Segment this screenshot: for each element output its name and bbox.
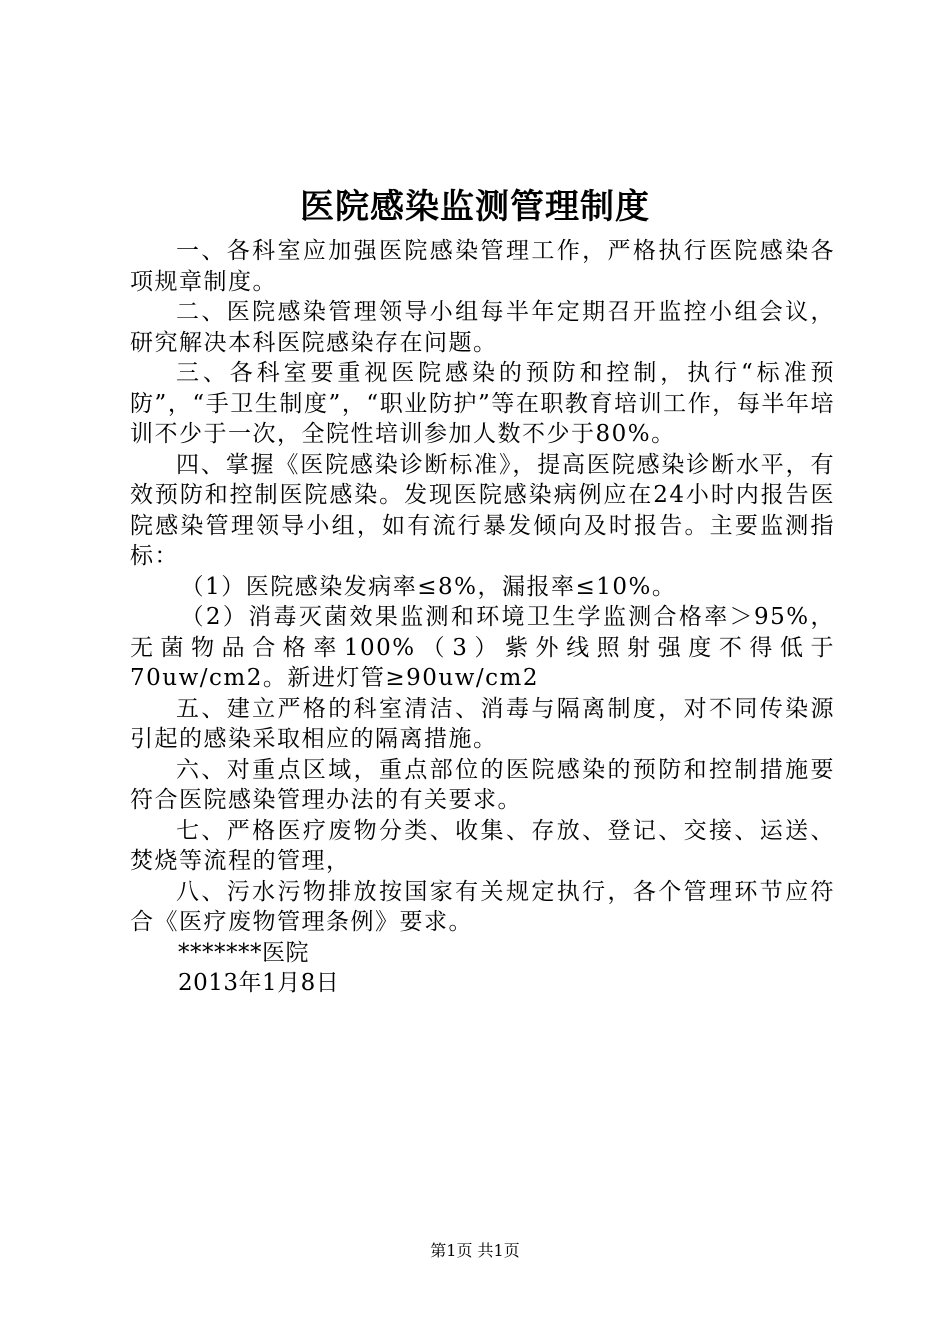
paragraph-1: 一、各科室应加强医院感染管理工作，严格执行医院感染各项规章制度。 [130, 238, 835, 295]
paragraph-2: 二、医院感染管理领导小组每半年定期召开监控小组会议，研究解决本科医院感染存在问题。 [130, 299, 835, 356]
document-body [130, 236, 835, 999]
indicator-1: （1）医院感染发病率≤8%，漏报率≤10%。 [180, 573, 677, 600]
paragraph-4: 四、掌握《医院感染诊断标准》，提高医院感染诊断水平，有效预防和控制医院感染。发现医院感染病例应在24小时内报告医院感染管理领导小组，如有流行暴发倾向及时报告。主要监测指标： [130, 451, 835, 569]
paragraph-5: 五、建立严格的科室清洁、消毒与隔离制度，对不同传染源引起的感染采取相应的隔离措施。 [130, 695, 835, 752]
indicator-2: （2）消毒灭菌效果监测和环境卫生学监测合格率＞95%，无菌物品合格率100%（3）紫外线照射强度不得低于70uw/cm2。新进灯管≥90uw/cm2 [130, 604, 835, 691]
document-title: 医院感染监测管理制度 [300, 187, 650, 227]
paragraph-3: 三、各科室要重视医院感染的预防和控制，执行“标准预防”，“手卫生制度”，“职业防护”等在职教育培训工作，每半年培训不少于一次，全院性培训参加人数不少于80%。 [130, 360, 835, 447]
paragraph-6: 六、对重点区域，重点部位的医院感染的预防和控制措施要符合医院感染管理办法的有关要求。 [130, 756, 835, 813]
page-footer: 第1页 共1页 [430, 1241, 520, 1260]
paragraph-8: 八、污水污物排放按国家有关规定执行，各个管理环节应符合《医疗废物管理条例》要求。 [130, 878, 835, 935]
document-date: 2013年1月8日 [178, 970, 340, 996]
paragraph-7: 七、严格医疗废物分类、收集、存放、登记、交接、运送、焚烧等流程的管理， [130, 817, 835, 874]
signature: *******医院 [178, 939, 309, 966]
